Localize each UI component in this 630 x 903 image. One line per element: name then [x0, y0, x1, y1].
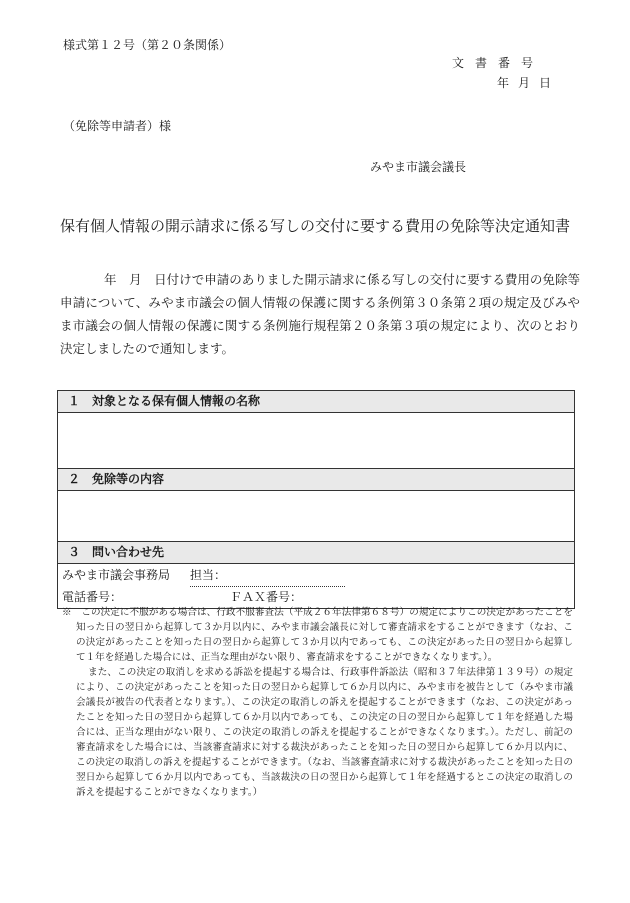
- target-info-field[interactable]: [58, 413, 574, 469]
- appeal-notes: [62, 605, 573, 800]
- exemption-content-field[interactable]: [58, 491, 574, 542]
- body-text: 申請のありました開示請求に係る写しの交付に要する費用の免除等申請について、みやま市議会の個人情報の保護に関する条例第３０条第２項の規定及びみやま市議会の個人情報の保護に関する条例施行規程第２０条第３項の規定により、次のとおり決定しましたので通知します。: [60, 272, 580, 356]
- appeal-note-2: また、この決定の取消しを求める訴訟を提起する場合は、行政事件訴訟法（昭和３７年法律第１３９号）の規定により、この決定があったことを知った日の翌日から起算して６か月以内に、みやま市を被告として（みやま市議会議長が被告の代表者となります。）、この決定の取消しの訴えを提起することができます（なお、この決定があったことを知った日の翌日から起算して６か月以内であっても、この決定の日の翌日から起算して１年を経過した場合には、正当な理由がない限り、この決定の取消しの訴えを提起することができなくなります。）。ただし、前記の審査請求をした場合には、当該審査請求に対する裁決があったことを知った日の翌日から起算して６か月以内に、この決定の取消しの訴えを提起することができます。（なお、当該審査請求に対する裁決があったことを知った日の翌日から起算して６か月以内であっても、当該裁決の日の翌日から起算して１年を経過するとこの決定の取消しの訴えを提起することができなくなります。）: [76, 667, 573, 798]
- issue-date-label: 年月日: [497, 76, 561, 90]
- details-table: [57, 390, 575, 609]
- phone-field[interactable]: 電話番号：: [62, 586, 212, 609]
- addressee: （免除等申請者）様: [63, 119, 172, 133]
- fax-field[interactable]: ＦＡＸ番号：: [230, 586, 430, 609]
- section-contact-header: ３ 問い合わせ先: [58, 542, 574, 564]
- page-title: 保有個人情報の開示請求に係る写しの交付に要する費用の免除等決定通知書: [59, 217, 570, 235]
- person-in-charge-field[interactable]: 担当：: [190, 564, 345, 587]
- section-exemption-header: ２ 免除等の内容: [58, 469, 574, 491]
- office-name: みやま市議会事務局: [62, 568, 171, 582]
- document-number-label: 文書番号: [452, 56, 545, 70]
- section-target-info-header: １ 対象となる保有個人情報の名称: [58, 391, 574, 413]
- note-mark: ※: [62, 607, 72, 618]
- appeal-note-1: ※ この決定に不服がある場合は、行政不服審査法（平成２６年法律第６８号）の規定によりこの決定があったことを知った日の翌日から起算して３か月以内に、みやま市議会議長に対して審査請求をすることができます（なお、この決定があったことを知った日の翌日から起算して３か月以内であっても、この決定があった日の翌日から起算して１年を経過した場合には、正当な理由がない限り、審査請求をすることができなくなります。）。: [62, 607, 574, 663]
- body-date-blank: 年 月 日付けで: [104, 272, 205, 287]
- issuer: みやま市議会議長: [370, 160, 467, 174]
- contact-row-1: [58, 564, 574, 586]
- form-number: 様式第１２号（第２０条関係）: [63, 38, 232, 52]
- notice-body: [60, 268, 580, 360]
